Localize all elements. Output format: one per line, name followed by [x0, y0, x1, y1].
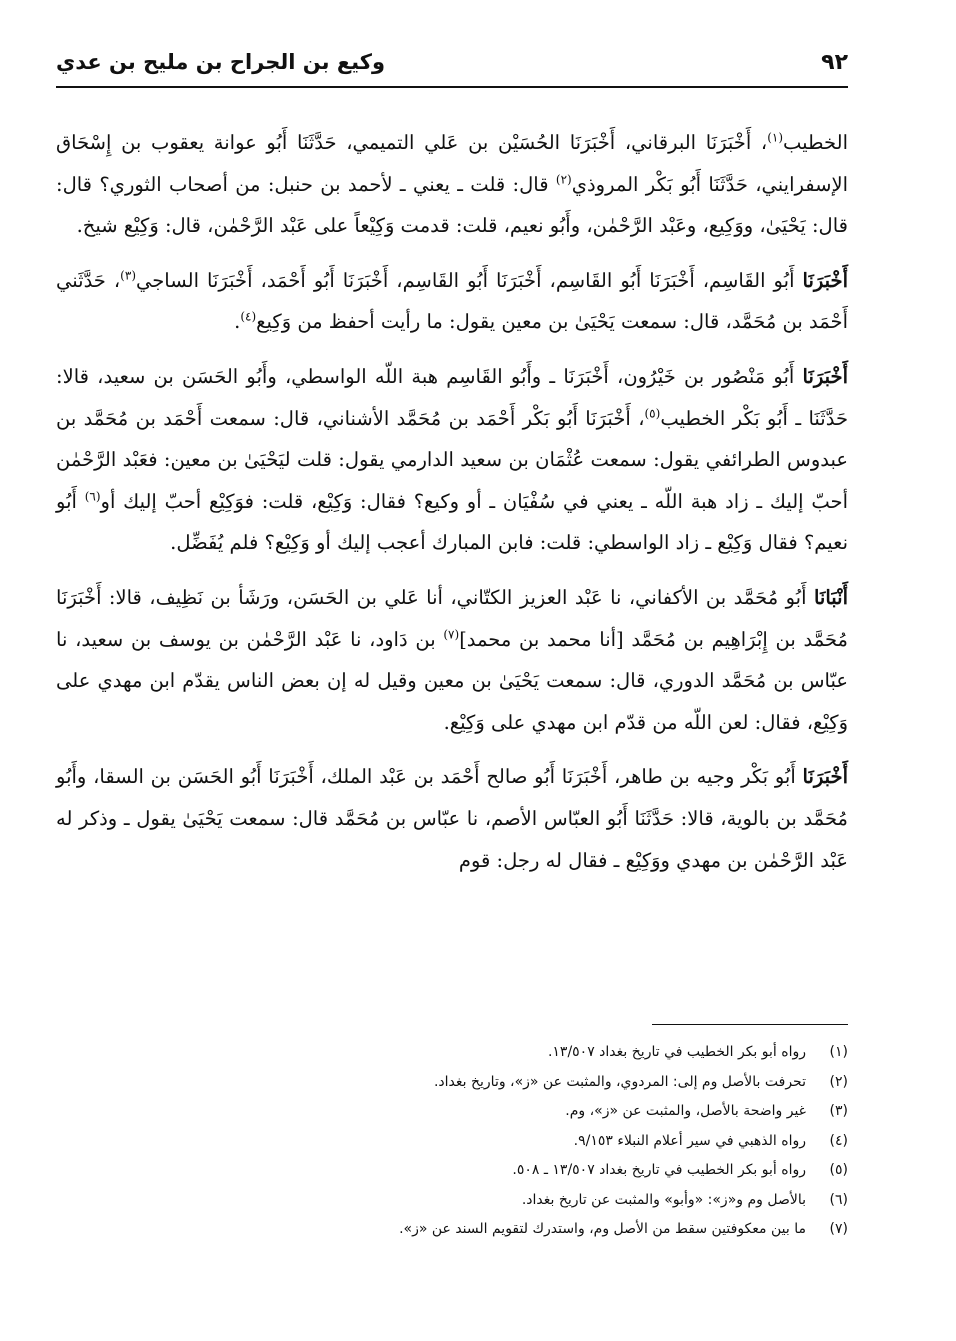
footnote: [56, 1068, 848, 1098]
paragraph: [56, 356, 848, 564]
footnote-marker: (٤): [240, 309, 257, 324]
footnote: [56, 1097, 848, 1127]
footnote-marker: (٥): [644, 406, 661, 421]
paragraph-lead-word: أَخْبَرَنَا: [802, 364, 848, 388]
footnotes: [56, 1038, 848, 1245]
main-text: [56, 122, 848, 894]
footnote-number: (١): [829, 1044, 848, 1060]
footnote: [56, 1038, 848, 1068]
footnote-number: (٣): [829, 1103, 848, 1119]
footnote-marker: (٣): [120, 268, 136, 283]
footnote-marker: (٢): [555, 172, 572, 187]
footnote-number: (٦): [829, 1191, 848, 1208]
text-segment: أَبُو القَاسِم، أَخْبَرَنَا أَبُو القَاسِم، أَخْبَرَنَا أَبُو القَاسِم، أَخْبَرَنَا أَبُو أَحْمَد، أَخْبَرَنَا الساجي: [136, 268, 803, 292]
text-segment: أَبُو مَنْصُور بن خَيْرُون، أَخْبَرَنَا ـ وأَبُو القَاسِم هبة اللّه الواسطي، وأَبُو الحَسَن بن سعيد، قالا: حَدَّثَنَا ـ أَبُو بَكْر الخطيب: [56, 364, 848, 430]
paragraph: [56, 756, 848, 881]
footnote: [56, 1156, 848, 1186]
footnote-text: رواه الذهبي في سير أعلام النبلاء ٩/١٥٣.: [573, 1132, 806, 1149]
header-rule: [56, 86, 848, 88]
footnote-text: تحرفت بالأصل وم إلى: المردوي، والمثبت عن «ز»، وتاريخ بغداد.: [433, 1073, 806, 1090]
paragraph-lead-word: أَنْبَانَا: [813, 585, 848, 609]
paragraph-lead-word: أَخْبَرَنَا: [802, 268, 848, 292]
footnote-marker: (٦): [84, 489, 101, 504]
paragraph-lead-word: أَخْبَرَنَا: [802, 765, 848, 789]
page-number: ٩٢: [821, 50, 848, 75]
text-segment: ، حَدَّثَني أَحْمَد بن مُحَمَّد، قال: سمعت يَحْيَىٰ بن معين يقول: ما رأيت أحفظ من وَكِيع: [56, 268, 848, 334]
running-title: وكيع بن الجراح بن مليح بن عدي: [56, 50, 386, 74]
footnote-marker: (٧): [443, 627, 460, 642]
footnote-text: بالأصل وم و«ز»: «وأبو» والمثبت عن تاريخ بغداد.: [521, 1191, 806, 1208]
paragraph: [56, 260, 848, 343]
text-segment: ، أَخْبَرَنَا البرقاني، أَخْبَرَنَا الحُسَيْن بن عَلي التميمي، حَدَّثَنَا أَبُو عوانة يعقوب بن إِسْحَاق الإسفرايني، حَدَّثَنَا أَبُو بَكْر المروذي: [56, 131, 848, 196]
text-segment: بن دَاود، نا عَبْد الرَّحْمٰن بن يوسف بن سعيد، نا عبّاس بن مُحَمَّد الدوري، قال: سمعت يَحْيَىٰ بن معين وقيل له إن بعض الناس يقدّم ابن مهدي على وَكِيْع، فقال: لعن اللّه من قدّم ابن مهدي على وَكِيْع.: [56, 627, 848, 734]
footnote-number: (٢): [829, 1073, 848, 1090]
text-segment: ، أَخْبَرَنَا أَبُو بَكْر أَحْمَد بن مُحَمَّد الأشناني، قال: سمعت أَحْمَد بن مُحَمَّد بن عبدوس الطرائفي يقول: سمعت عُثْمَان بن سعيد الدارمي يقول: قلت ليَحْيَىٰ بن معين: فعَبْد الرَّحْمٰن أحبّ إليك ـ زاد هبة اللّه ـ يعني في سُفْيَان ـ أو وكيع؟ فقال: وَكِيْع، قلت: فوَكِيْع أحبّ إليك أو: [56, 406, 848, 513]
footnote-text: رواه أبو بكر الخطيب في تاريخ بغداد ١٣/٥٠٧ ـ ٥٠٨.: [512, 1162, 806, 1178]
text-segment: قال: قلت ـ يعني ـ لأحمد بن حنبل: من أصحاب الثوري؟ قال: قال: يَحْيَىٰ، ووَكِيع، وعَبْد الرَّحْمٰن، وأَبُو نعيم، قلت: قدمت وَكِيْعاً على عَبْد الرَّحْمٰن، قال: وَكِيْع شيخ.: [56, 172, 848, 238]
footnote-number: (٥): [829, 1162, 848, 1178]
text-segment: أَبُو بَكْر وجيه بن طاهر، أَخْبَرَنَا أَبُو صالح أَحْمَد بن عَبْد الملك، أَخْبَرَنَا أَبُو الحَسَن بن السقا، وأَبُو مُحَمَّد بن بالوية، قالا: حَدَّثَنَا أَبُو العبّاس الأصم، نا عبّاس بن مُحَمَّد قال: سمعت يَحْيَىٰ يقول ـ وذكر له عَبْد الرَّحْمٰن بن مهدي ووَكِيْع ـ فقال له رجل: قوم: [56, 765, 848, 872]
footnote-text: غير واضحة بالأصل، والمثبت عن «ز»، وم.: [565, 1103, 806, 1119]
text-segment: أَبُو نعيم؟ فقال وَكِيْع ـ زاد الواسطي: قلت: فابن المبارك أعجب إليك أو وَكِيْع؟ فلم يُفَضِّل.: [56, 489, 848, 555]
page-header: [56, 44, 848, 84]
footnote: [56, 1127, 848, 1157]
footnote-number: (٤): [829, 1132, 848, 1149]
paragraph: [56, 577, 848, 743]
footnote-rule: [652, 1024, 848, 1025]
footnote-text: رواه أبو بكر الخطيب في تاريخ بغداد ١٣/٥٠٧.: [547, 1044, 806, 1060]
text-segment: الخطيب: [783, 131, 848, 154]
paragraph: [56, 122, 848, 247]
text-segment: أَبُو مُحَمَّد بن الأكفاني، نا عَبْد العزيز الكتّاني، أنا عَلي بن الحَسَن، ورَشَأ بن نَظِيف، قالا: أَخْبَرَنَا مُحَمَّد بن إِبْرَاهِيم بن مُحَمَّد [أنا محمد بن محمد]: [56, 585, 848, 651]
footnote: [56, 1186, 848, 1216]
footnote: [56, 1215, 848, 1245]
footnote-marker: (١): [767, 130, 784, 145]
footnote-text: ما بين معكوفتين سقط من الأصل وم، واستدرك لتقويم السند عن «ز».: [399, 1221, 806, 1237]
footnote-number: (٧): [829, 1221, 848, 1237]
text-segment: .: [234, 310, 241, 334]
